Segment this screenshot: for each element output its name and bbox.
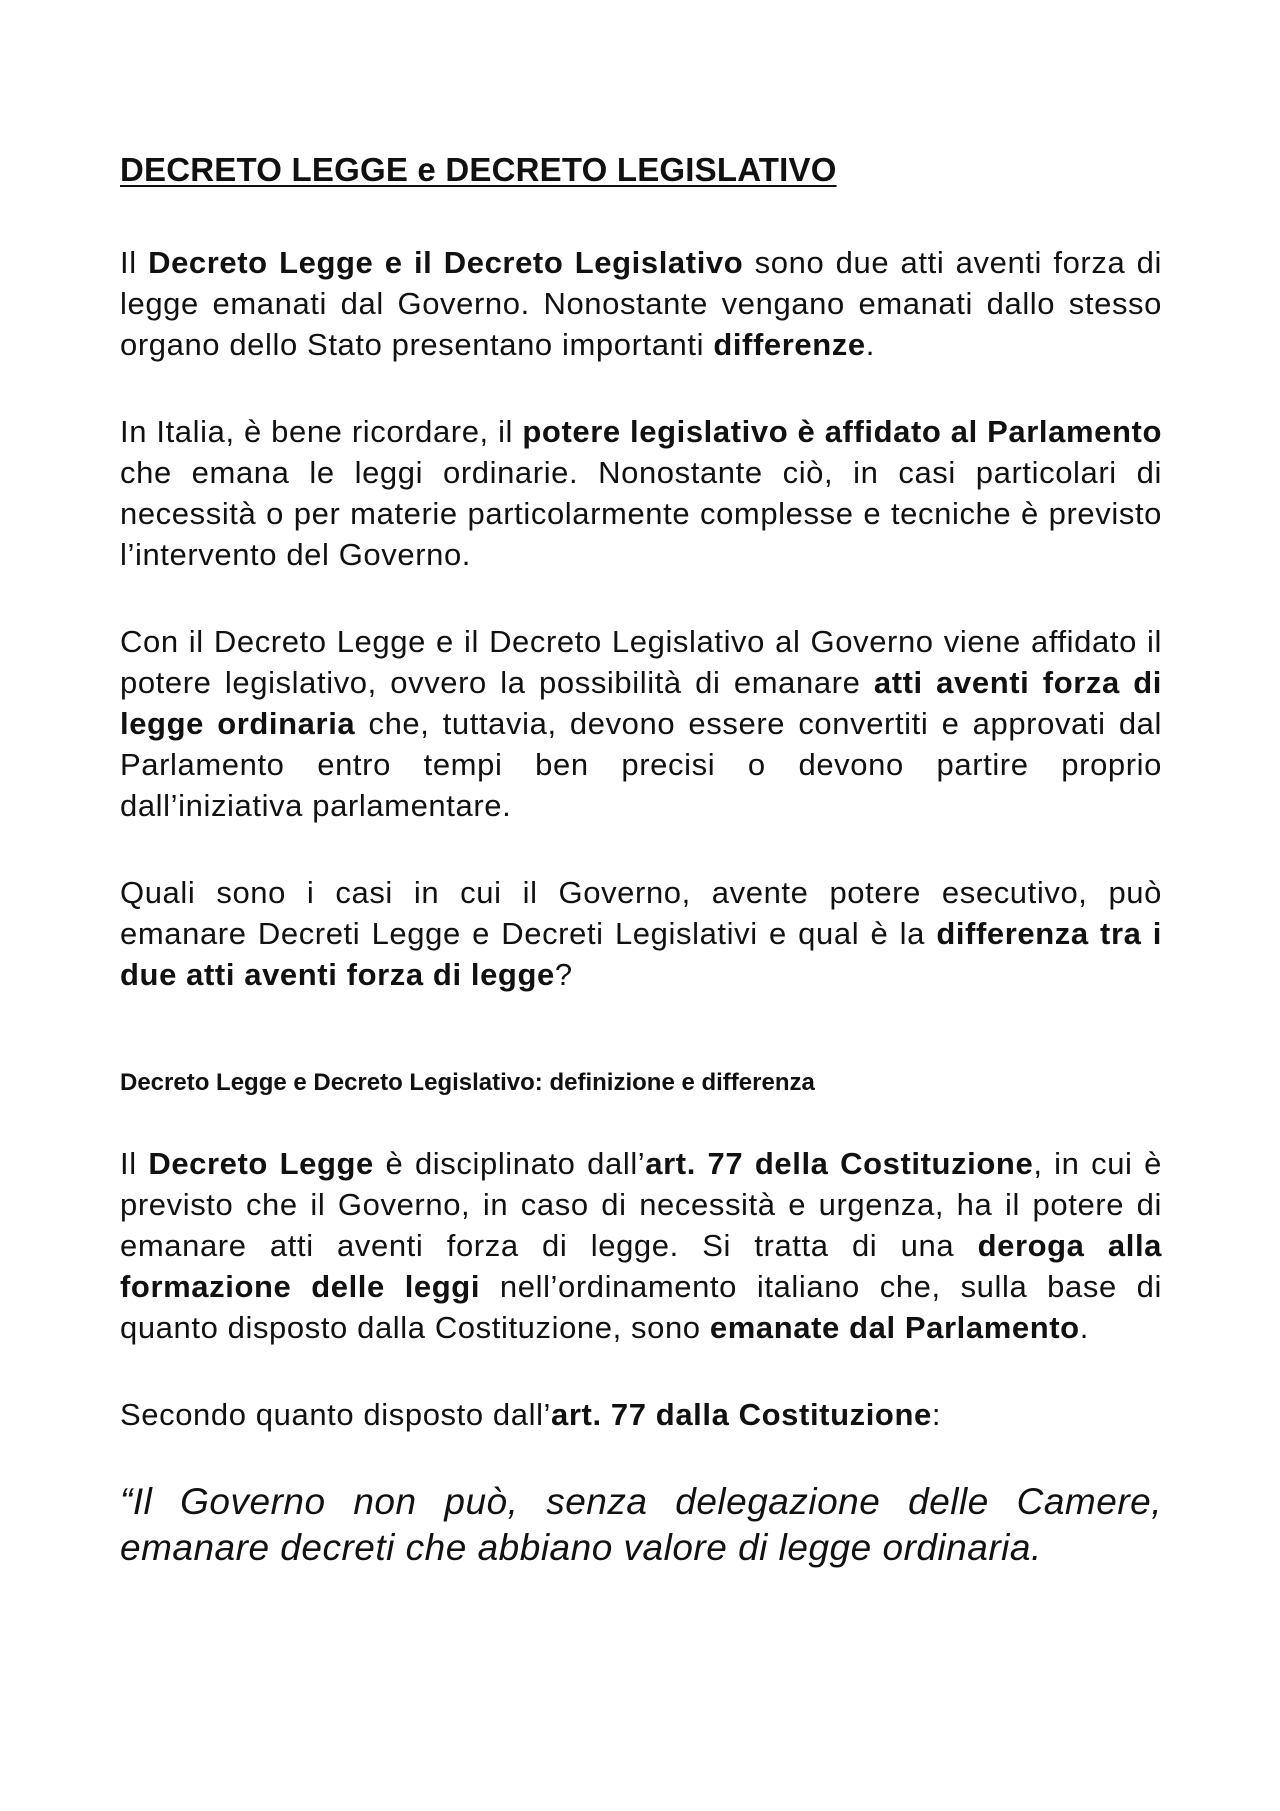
- text-run: che emana le leggi ordinarie. Nonostante ciò, in casi particolari di necessità o per materie particolarmente complesse e tecniche è previsto l’intervento del Governo.: [120, 454, 1162, 572]
- text-run: è disciplinato dall’: [373, 1146, 646, 1182]
- text-run: Con il Decreto Legge e il Decreto Legislativo al Governo viene affidato il potere legislativo, ovvero la possibilità di emanare: [120, 623, 1162, 700]
- paragraph-decreto-legge: [120, 1143, 1162, 1348]
- text-run: Il: [120, 244, 149, 280]
- bold-text: Decreto Legge: [148, 1146, 374, 1182]
- text-run: Quali sono i casi in cui il Governo, avente potere esecutivo, può emanare Decreti Legge e Decreti Legislativi e qual è la: [120, 874, 1162, 951]
- bold-text: deroga alla formazione delle leggi: [120, 1228, 1162, 1305]
- section-heading: Decreto Legge e Decreto Legislativo: definizione e differenza: [120, 1068, 815, 1096]
- bold-text: emanate dal Parlamento: [709, 1310, 1080, 1346]
- bold-text: potere legislativo è affidato al Parlamento: [522, 413, 1162, 449]
- text-run: che, tuttavia, devono essere convertiti e approvati dal Parlamento entro tempi ben precisi o devono partire proprio dall’iniziativa parlamentare.: [120, 705, 1162, 823]
- paragraph-government-power: [120, 621, 1162, 826]
- bold-text: differenze: [713, 326, 866, 362]
- text-run: ?: [554, 956, 573, 992]
- paragraph-art-77: [120, 1394, 1162, 1435]
- bold-text: atti aventi forza di legge ordinaria: [120, 664, 1162, 741]
- text-run: In Italia, è bene ricordare, il: [120, 413, 523, 449]
- constitution-quote: “Il Governo non può, senza delegazione delle Camere, emanare decreti che abbiano valore di legge ordinaria.: [120, 1481, 1162, 1569]
- paragraph-intro: [120, 242, 1162, 365]
- text-run: Secondo quanto disposto dall’: [120, 1397, 552, 1433]
- text-run: sono due atti aventi forza di legge emanati dal Governo. Nonostante vengano emanati dallo stesso organo dello Stato presentano importanti: [120, 244, 1162, 362]
- bold-text: art. 77 dalla Costituzione: [551, 1397, 932, 1433]
- text-run: , in cui è previsto che il Governo, in caso di necessità e urgenza, ha il potere di emanare atti aventi forza di legge. Si tratta di una: [120, 1146, 1162, 1264]
- bold-text: differenza tra i due atti aventi forza di legge: [120, 915, 1163, 992]
- paragraph-question: [120, 872, 1162, 995]
- text-run: .: [1079, 1310, 1089, 1346]
- paragraph-legislative-power: [120, 411, 1162, 575]
- text-run: :: [931, 1397, 942, 1433]
- text-run: Il: [120, 1146, 149, 1182]
- bold-text: art. 77 della Costituzione: [645, 1146, 1034, 1182]
- bold-text: Decreto Legge e il Decreto Legislativo: [148, 244, 744, 280]
- document-title: DECRETO LEGGE e DECRETO LEGISLATIVO: [120, 151, 837, 188]
- text-run: .: [865, 326, 875, 362]
- text-run: nell’ordinamento italiano che, sulla base di quanto disposto dalla Costituzione, sono: [120, 1269, 1162, 1346]
